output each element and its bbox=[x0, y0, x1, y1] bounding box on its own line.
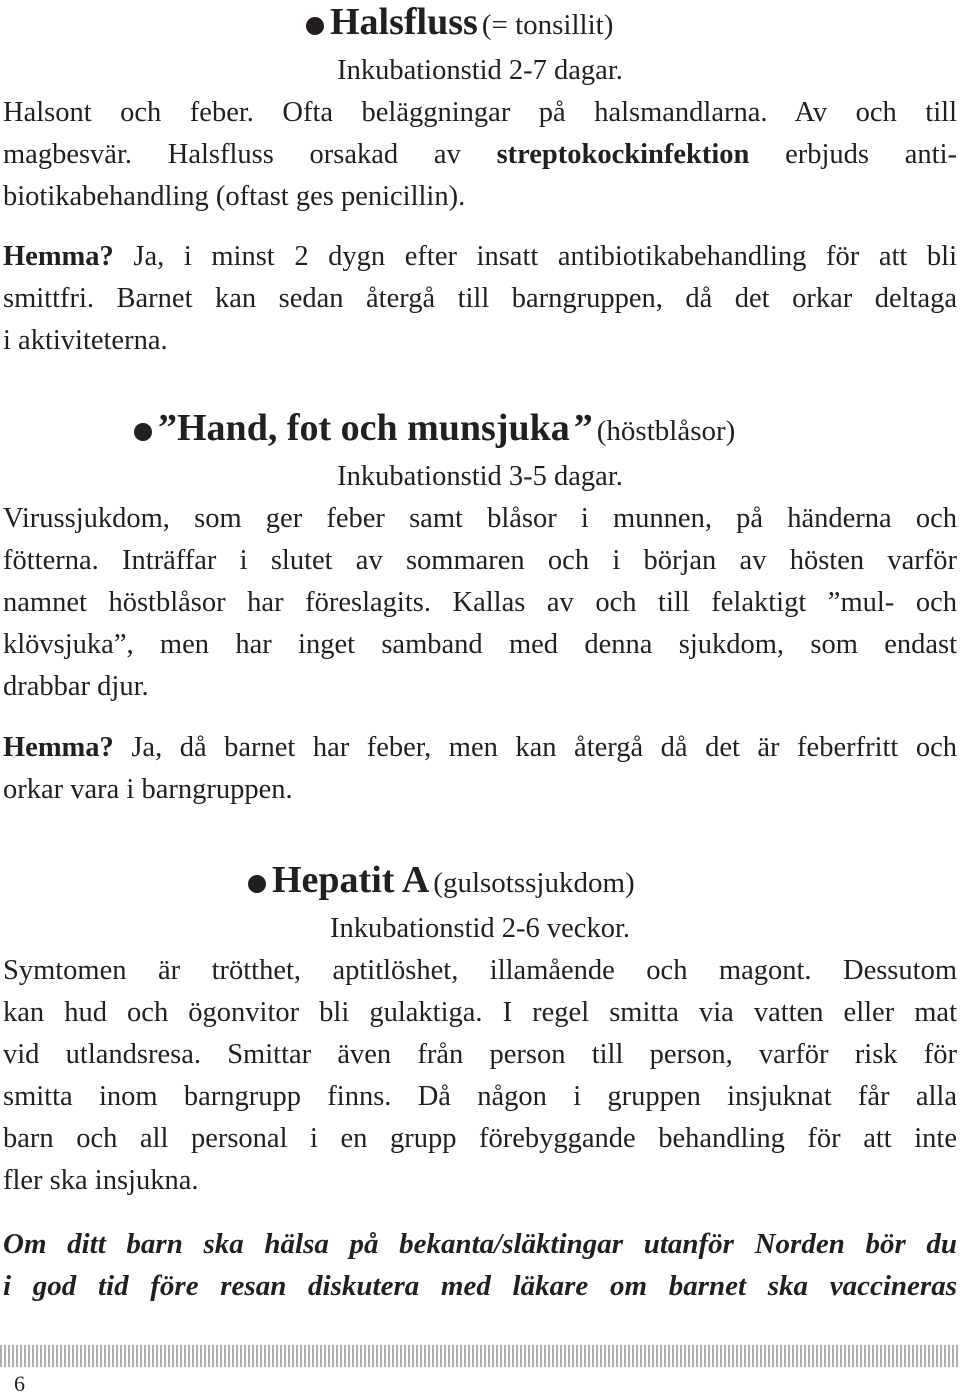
page-number: 6 bbox=[14, 1371, 25, 1396]
hemma-line: smittfri. Barnet kan sedan återgå till barngruppen, då det orkar deltaga bbox=[3, 283, 957, 314]
incubation-text: Inkubationstid 2-7 dagar. bbox=[337, 55, 623, 86]
body-line: drabbar djur. bbox=[3, 671, 149, 702]
hemma-line: orkar vara i barngruppen. bbox=[3, 774, 293, 805]
body-line: Symtomen är trötthet, aptitlöshet, illamående och magont. Dessutom bbox=[3, 955, 957, 986]
body-line: smitta inom barngrupp finns. Då någon i gruppen insjuknat får alla bbox=[3, 1081, 957, 1112]
section-subtitle: (höstblåsor) bbox=[596, 415, 736, 447]
section-heading-hand-fot bbox=[134, 406, 735, 458]
section-subtitle: (gulsotssjukdom) bbox=[433, 867, 635, 899]
hemma-line bbox=[3, 727, 957, 769]
footer-rule bbox=[0, 1345, 960, 1367]
section-heading-halsfluss bbox=[306, 0, 613, 52]
body-line: fler ska insjukna. bbox=[3, 1165, 199, 1196]
body-line: fötterna. Inträffar i slutet av sommaren och i början av hösten varför bbox=[3, 545, 957, 576]
section-subtitle: (= tonsillit) bbox=[481, 9, 614, 41]
hemma-label: Hemma? bbox=[3, 241, 114, 272]
bullet-dot-icon bbox=[248, 875, 266, 893]
hemma-text: Ja, då barnet har feber, men kan återgå då det är feberfritt och bbox=[113, 732, 957, 763]
body-line: Halsont och feber. Ofta beläggningar på halsmandlarna. Av och till bbox=[3, 97, 957, 128]
hemma-line: i aktiviteterna. bbox=[3, 325, 168, 356]
hemma-text: Ja, i minst 2 dygn efter insatt antibiotikabehandling för att bli bbox=[113, 241, 957, 272]
body-line: vid utlandsresa. Smittar även från person till person, varför risk för bbox=[3, 1039, 957, 1070]
bullet-dot-icon bbox=[134, 423, 152, 441]
section-heading-hepatit-a bbox=[248, 858, 635, 910]
incubation-text: Inkubationstid 3-5 dagar. bbox=[337, 461, 623, 492]
body-line: klövsjuka”, men har inget samband med denna sjukdom, som endast bbox=[3, 629, 957, 660]
body-line: biotikabehandling (oftast ges penicillin). bbox=[3, 181, 466, 212]
body-line: namnet höstblåsor har föreslagits. Kallas av och till felaktigt ”mul- och bbox=[3, 587, 957, 618]
section-title: Halsfluss bbox=[330, 1, 478, 43]
hemma-line bbox=[3, 236, 957, 278]
close-quote: ” bbox=[573, 407, 593, 449]
incubation-text: Inkubationstid 2-6 veckor. bbox=[330, 913, 630, 944]
body-line: kan hud och ögonvitor bli gulaktiga. I regel smitta via vatten eller mat bbox=[3, 997, 957, 1028]
travel-note-line: Om ditt barn ska hälsa på bekanta/släktingar utanför Norden bör du bbox=[3, 1228, 957, 1260]
body-line: barn och all personal i en grupp förebyggande behandling för att inte bbox=[3, 1123, 957, 1154]
body-line: Virussjukdom, som ger feber samt blåsor i munnen, på händerna och bbox=[3, 503, 957, 534]
open-quote: ” bbox=[158, 407, 177, 449]
bullet-dot-icon bbox=[306, 17, 324, 35]
section-title: Hand, fot och munsjuka bbox=[177, 407, 570, 449]
section-title: Hepatit A bbox=[272, 859, 430, 901]
body-text: magbesvär. Halsfluss orsakad av bbox=[3, 139, 497, 170]
travel-note-line: i god tid före resan diskutera med läkare om barnet ska vaccineras bbox=[3, 1270, 957, 1302]
body-text: erbjuds anti- bbox=[749, 139, 957, 170]
body-line bbox=[3, 134, 957, 176]
body-bold-term: streptokockinfektion bbox=[496, 139, 750, 170]
hemma-label: Hemma? bbox=[3, 732, 114, 763]
